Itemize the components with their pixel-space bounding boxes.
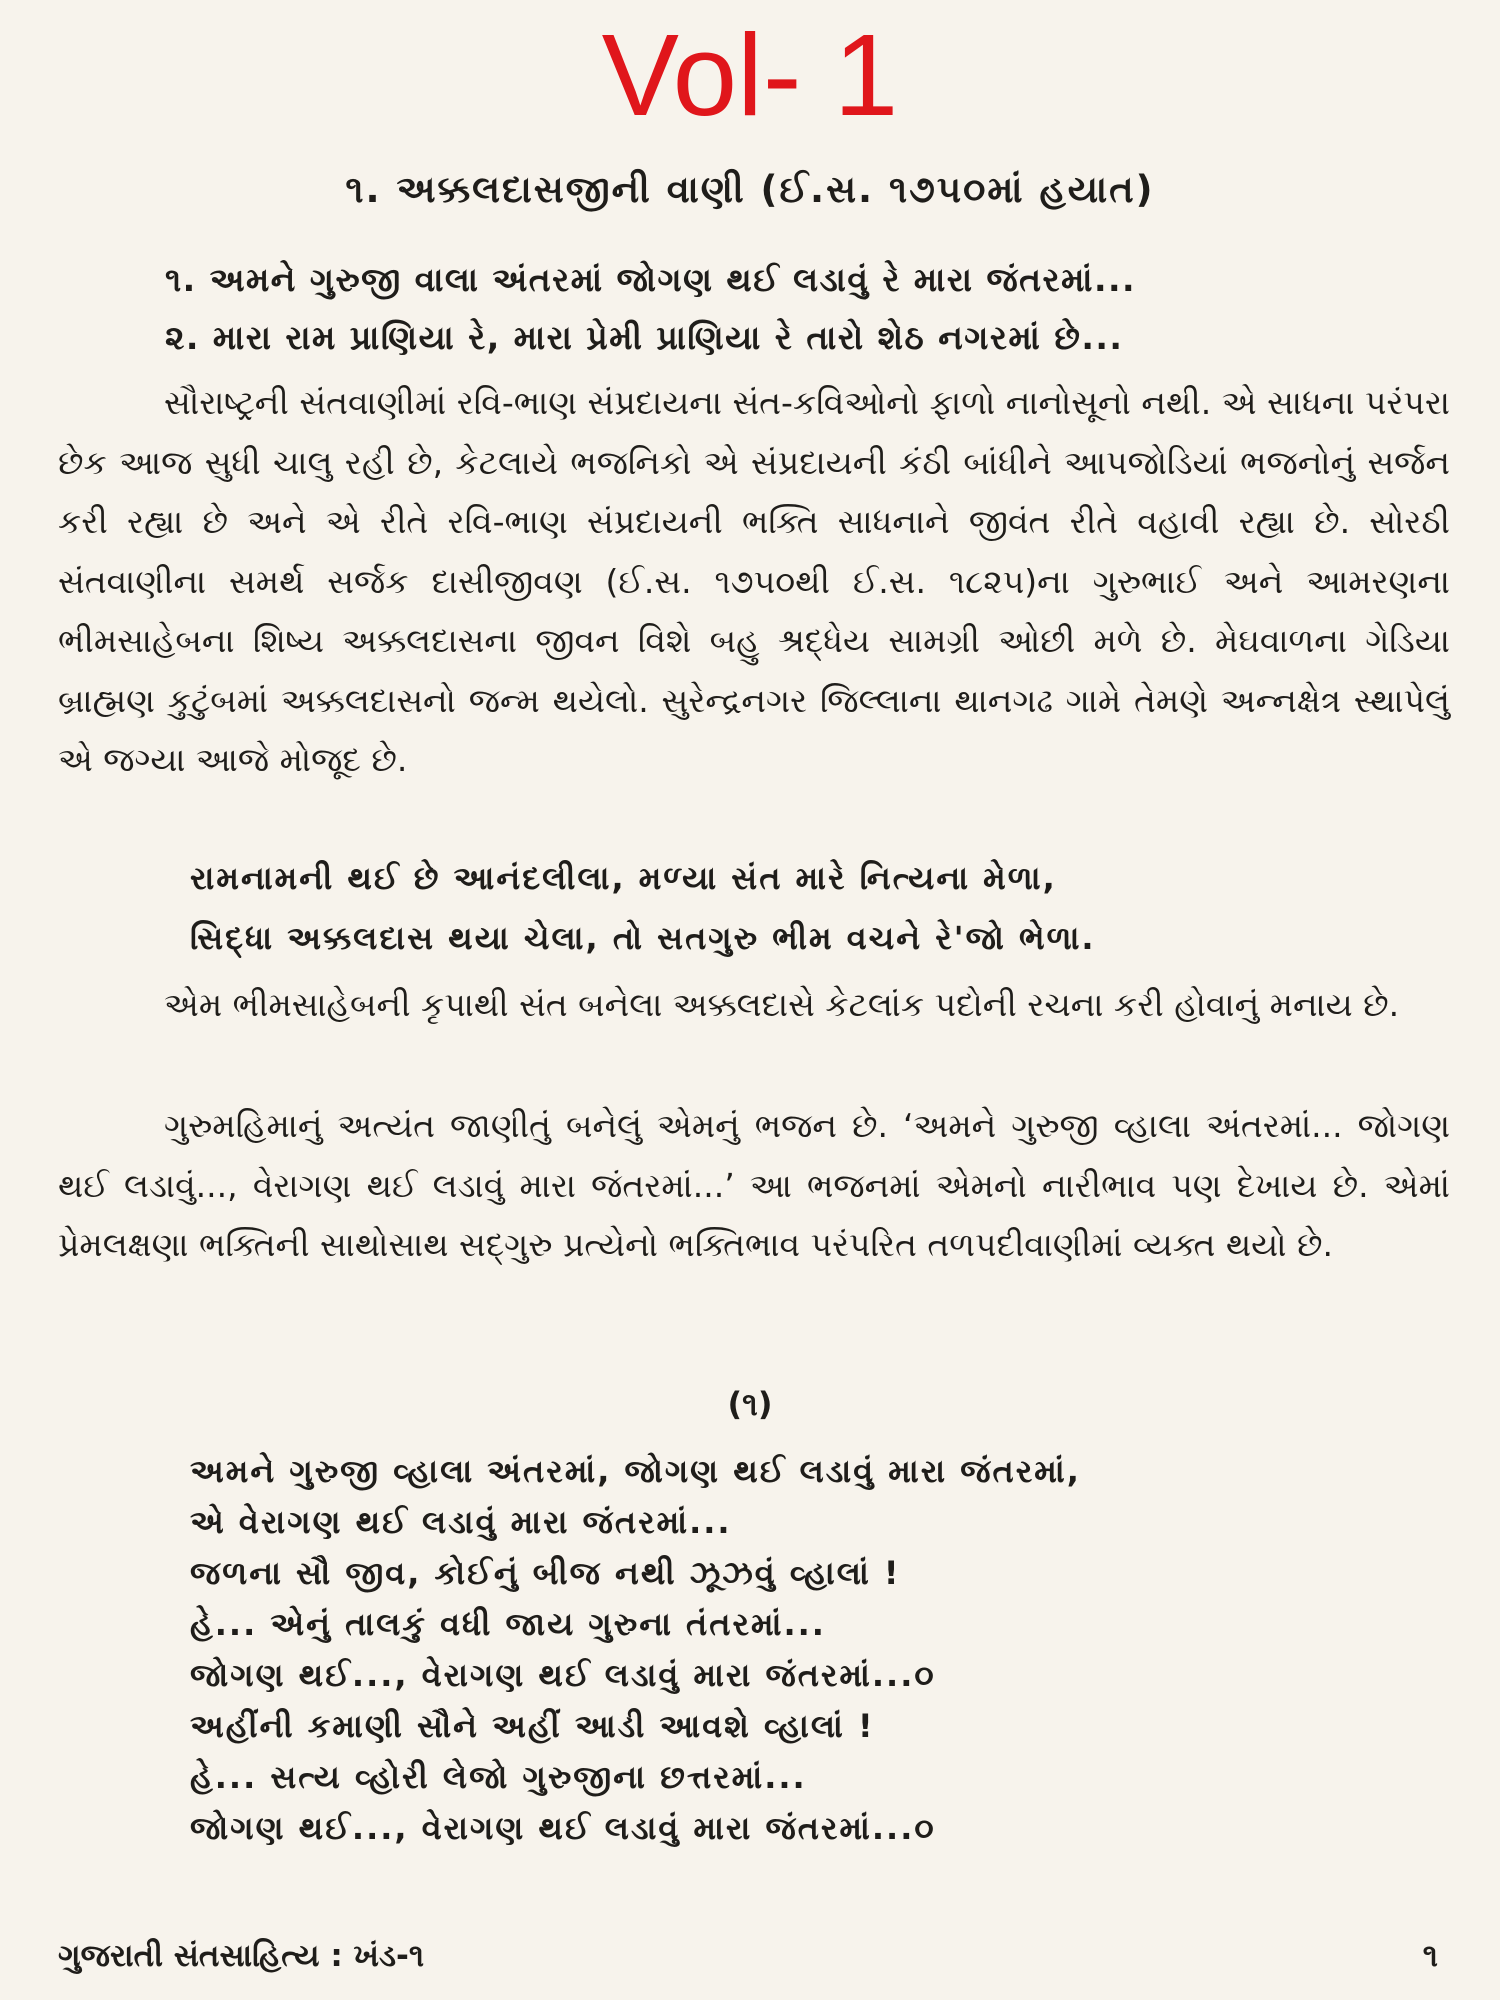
bhajan-lyrics <box>190 1446 1450 1854</box>
lyric-line: હે... સત્ય વ્હોરી લેજો ગુરુજીના છત્તરમાં... <box>190 1758 807 1796</box>
page-number: ૧ <box>1422 1938 1438 1974</box>
paragraph-text: ગુરુમહિમાનું અત્યંત જાણીતું બનેલું એમનું ભજન છે. ‘અમને ગુરુજી વ્હાલા અંતરમાં... જોગણ થઈ લડાવું..., વેરાગણ થઈ લડાવું મારા જંતરમાં...’ આ ભજનમાં એમનો નારીભાવ પણ દેખાય છે. એમાં પ્રેમલક્ષણા ભક્તિની સાથોસાથ સદ્ગુરુ પ્રત્યેનો ભક્તિભાવ પરંપરિત તળપદીવાણીમાં વ્યક્ત થયો છે. <box>58 1106 1450 1264</box>
lyric-line: હે... એનું તાલકું વધી જાય ગુરુના તંતરમાં... <box>190 1605 826 1643</box>
lyric-line: જોગણ થઈ..., વેરાગણ થઈ લડાવું મારા જંતરમાં...૦ <box>190 1656 936 1694</box>
third-paragraph <box>58 1096 1450 1275</box>
footer-book-title: ગુજરાતી સંતસાહિત્ય : ખંડ-૧ <box>58 1938 425 1974</box>
verse-line: સિદ્ધા અક્કલદાસ થયા ચેલા, તો સતગુરુ ભીમ વચને રે'જો ભેળા. <box>190 919 1096 957</box>
lyric-line: જળના સૌ જીવ, કોઈનું બીજ નથી ઝૂઝવું વ્હાલાં ! <box>190 1554 901 1592</box>
verse-line: રામનામની થઈ છે આનંદલીલા, મળ્યા સંત મારે નિત્યના મેળા, <box>190 859 1057 897</box>
chapter-title: ૧. અક્કલદાસજીની વાણી (ઈ.સ. ૧૭૫૦માં હયાત) <box>345 168 1155 211</box>
doha-verse <box>190 848 1450 968</box>
paragraph-text: એમ ભીમસાહેબની કૃપાથી સંત બનેલા અક્કલદાસે કેટલાંક પદોની રચના કરી હોવાનું મનાય છે. <box>164 985 1400 1024</box>
lyric-line: એ વેરાગણ થઈ લડાવું મારા જંતરમાં... <box>190 1503 732 1541</box>
lyric-line: જોગણ થઈ..., વેરાગણ થઈ લડાવું મારા જંતરમાં...૦ <box>190 1809 936 1847</box>
second-paragraph <box>58 975 1450 1035</box>
bhajan-heading-1: ૧. અમને ગુરુજી વાલા અંતરમાં જોગણ થઈ લડાવું રે મારા જંતરમાં... <box>165 260 1137 299</box>
lyric-line: અમને ગુરુજી વ્હાલા અંતરમાં, જોગણ થઈ લડાવું મારા જંતરમાં, <box>190 1452 1081 1490</box>
song-number: (૧) <box>727 1385 773 1423</box>
volume-label: Vol- 1 <box>601 10 899 140</box>
bhajan-heading-2: ૨. મારા રામ પ્રાણિયા રે, મારા પ્રેમી પ્રાણિયા રે તારો શેઠ નગરમાં છે... <box>165 318 1124 357</box>
paragraph-text: સૌરાષ્ટ્રની સંતવાણીમાં રવિ-ભાણ સંપ્રદાયના સંત-કવિઓનો ફાળો નાનોસૂનો નથી. એ સાધના પરંપરા છેક આજ સુધી ચાલુ રહી છે, કેટલાયે ભજનિકો એ સંપ્રદાયની કંઠી બાંધીને આપજોડિયાં ભજનોનું સર્જન કરી રહ્યા છે અને એ રીતે રવિ-ભાણ સંપ્રદાયની ભક્તિ સાધનાને જીવંત રીતે વહાવી રહ્યા છે. સોરઠી સંતવાણીના સમર્થ સર્જક દાસીજીવણ (ઈ.સ. ૧૭૫૦થી ઈ.સ. ૧૮૨૫)ના ગુરુભાઈ અને આમરણના ભીમસાહેબના શિષ્ય અક્કલદાસના જીવન વિશે બહુ શ્રદ્ધેય સામગ્રી ઓછી મળે છે. મેઘવાળના ગેડિયા બ્રાહ્મણ કુટુંબમાં અક્કલદાસનો જન્મ થયેલો. સુરેન્દ્રનગર જિલ્લાના થાનગઢ ગામે તેમણે અન્નક્ષેત્ર સ્થાપેલું એ જગ્યા આજે મોજૂદ છે. <box>58 383 1450 779</box>
lyric-line: અહીંની કમાણી સૌને અહીં આડી આવશે વ્હાલાં ! <box>190 1707 875 1745</box>
intro-paragraph <box>58 373 1450 790</box>
